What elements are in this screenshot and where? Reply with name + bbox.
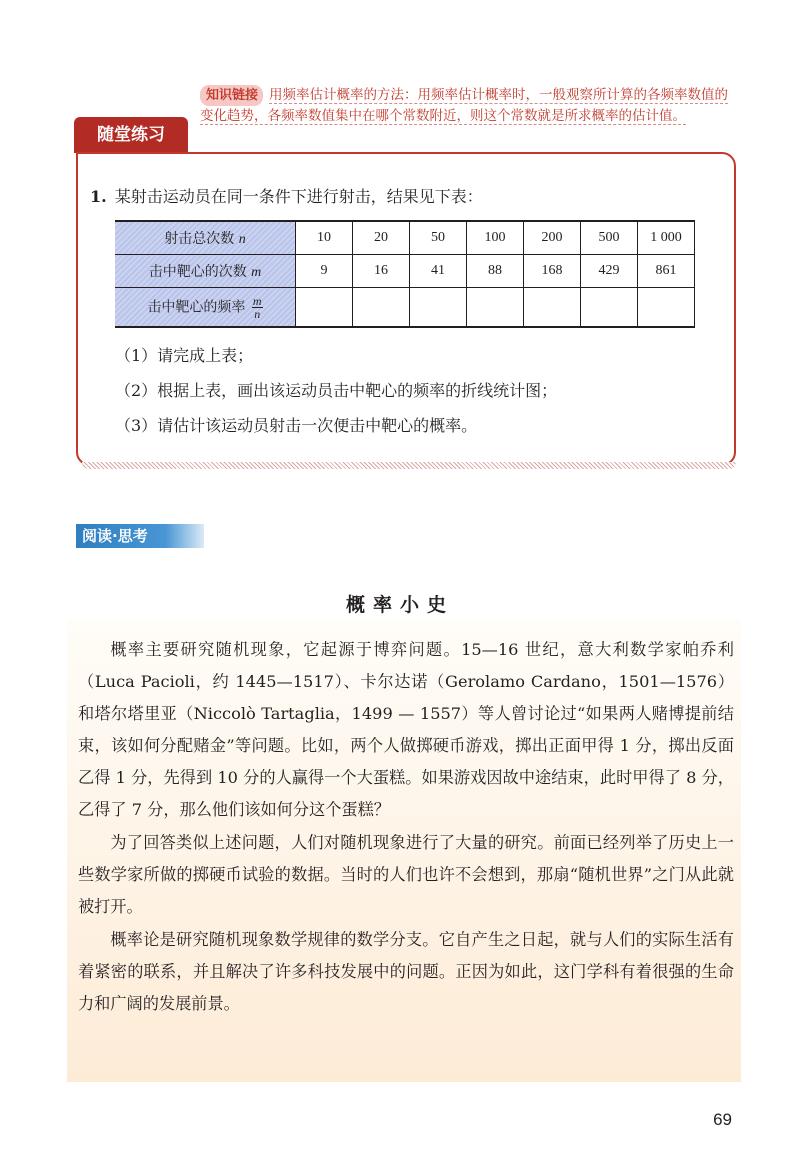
table-cell: 168 bbox=[524, 255, 581, 288]
question-text: 某射击运动员在同一条件下进行射击，结果见下表： bbox=[114, 187, 483, 206]
article-title: 概率小史 bbox=[345, 594, 454, 616]
row-header-total: 射击总次数 n bbox=[115, 221, 296, 255]
page-number: 69 bbox=[713, 1110, 732, 1129]
table-cell-empty bbox=[581, 288, 638, 328]
table-cell-empty bbox=[467, 288, 524, 328]
article-paragraph: 概率主要研究随机现象，它起源于博弈问题。15—16 世纪，意大利数学家帕乔利（Luca Pacioli，约 1445—1517）、卡尔达诺（Gerolamo Cardano，1501—1576）和塔尔塔里亚（Niccolò Tartaglia，1499 — 1557）等人曾讨论过“如果两人赌博提前结束，该如何分配赌金”等问题。比如，两个人做掷硬币游戏，掷出正面甲得 1 分，掷出反面乙得 1 分，先得到 10 分的人赢得一个大蛋糕。如果游戏因故中途结束，此时甲得了 8 分，乙得了 7 分，那么他们该如何分这个蛋糕？ bbox=[78, 640, 734, 819]
question-number: 1. bbox=[90, 187, 107, 206]
table-cell: 500 bbox=[581, 221, 638, 255]
knowledge-link-tag: 知识链接 bbox=[200, 85, 263, 106]
table-cell: 861 bbox=[638, 255, 695, 288]
practice-tab bbox=[74, 117, 188, 153]
table-cell: 200 bbox=[524, 221, 581, 255]
sub-question-2: （2）根据上表，画出该运动员击中靶心的频率的折线统计图； bbox=[115, 381, 558, 400]
table-cell: 41 bbox=[410, 255, 467, 288]
table-cell: 1 000 bbox=[638, 221, 695, 255]
table-row-frequency bbox=[115, 288, 695, 328]
fraction-m-over-n: $\frac{m}{n}$ bbox=[252, 293, 262, 321]
table-cell: 10 bbox=[296, 221, 353, 255]
shooting-table bbox=[115, 220, 695, 328]
table-cell-empty bbox=[524, 288, 581, 328]
table-row-hits bbox=[115, 255, 695, 288]
row-header-frequency: 击中靶心的频率 $\frac{m}{n}$ bbox=[115, 288, 296, 328]
table-cell: 20 bbox=[353, 221, 410, 255]
table-cell-empty bbox=[353, 288, 410, 328]
article-body bbox=[78, 634, 734, 1021]
sub-question-1: （1）请完成上表； bbox=[115, 346, 254, 365]
table-cell: 88 bbox=[467, 255, 524, 288]
article-paragraph: 为了回答类似上述问题，人们对随机现象进行了大量的研究。前面已经列举了历史上一些数学家所做的掷硬币试验的数据。当时的人们也许不会想到，那扇“随机世界”之门从此就被打开。 bbox=[78, 833, 734, 916]
table-cell-empty bbox=[638, 288, 695, 328]
question-1 bbox=[90, 184, 483, 207]
table-row-total-shots bbox=[115, 221, 695, 255]
table-cell: 16 bbox=[353, 255, 410, 288]
practice-tab-label: 随堂练习 bbox=[97, 125, 165, 145]
practice-box-shadow bbox=[82, 462, 736, 469]
table-cell: 429 bbox=[581, 255, 638, 288]
sub-question-3: （3）请估计该运动员射击一次便击中靶心的概率。 bbox=[115, 416, 478, 435]
article-paragraph: 概率论是研究随机现象数学规律的数学分支。它自产生之日起，就与人们的实际生活有着紧密的联系，并且解决了许多科技发展中的问题。正因为如此，这门学科有着很强的生命力和广阔的发展前景。 bbox=[78, 930, 734, 1013]
table-cell: 50 bbox=[410, 221, 467, 255]
table-cell: 9 bbox=[296, 255, 353, 288]
knowledge-link bbox=[200, 85, 740, 127]
table-cell-empty bbox=[296, 288, 353, 328]
row-header-hits: 击中靶心的次数 m bbox=[115, 255, 296, 288]
reading-tab bbox=[76, 524, 204, 548]
knowledge-link-text: 用频率估计概率的方法：用频率估计概率时，一般观察所计算的各频率数值的变化趋势，各频率数值集中在哪个常数附近，则这个常数就是所求概率的估计值。 bbox=[200, 87, 729, 124]
table-cell: 100 bbox=[467, 221, 524, 255]
table-cell-empty bbox=[410, 288, 467, 328]
reading-tab-label: 阅读·思考 bbox=[82, 527, 148, 545]
